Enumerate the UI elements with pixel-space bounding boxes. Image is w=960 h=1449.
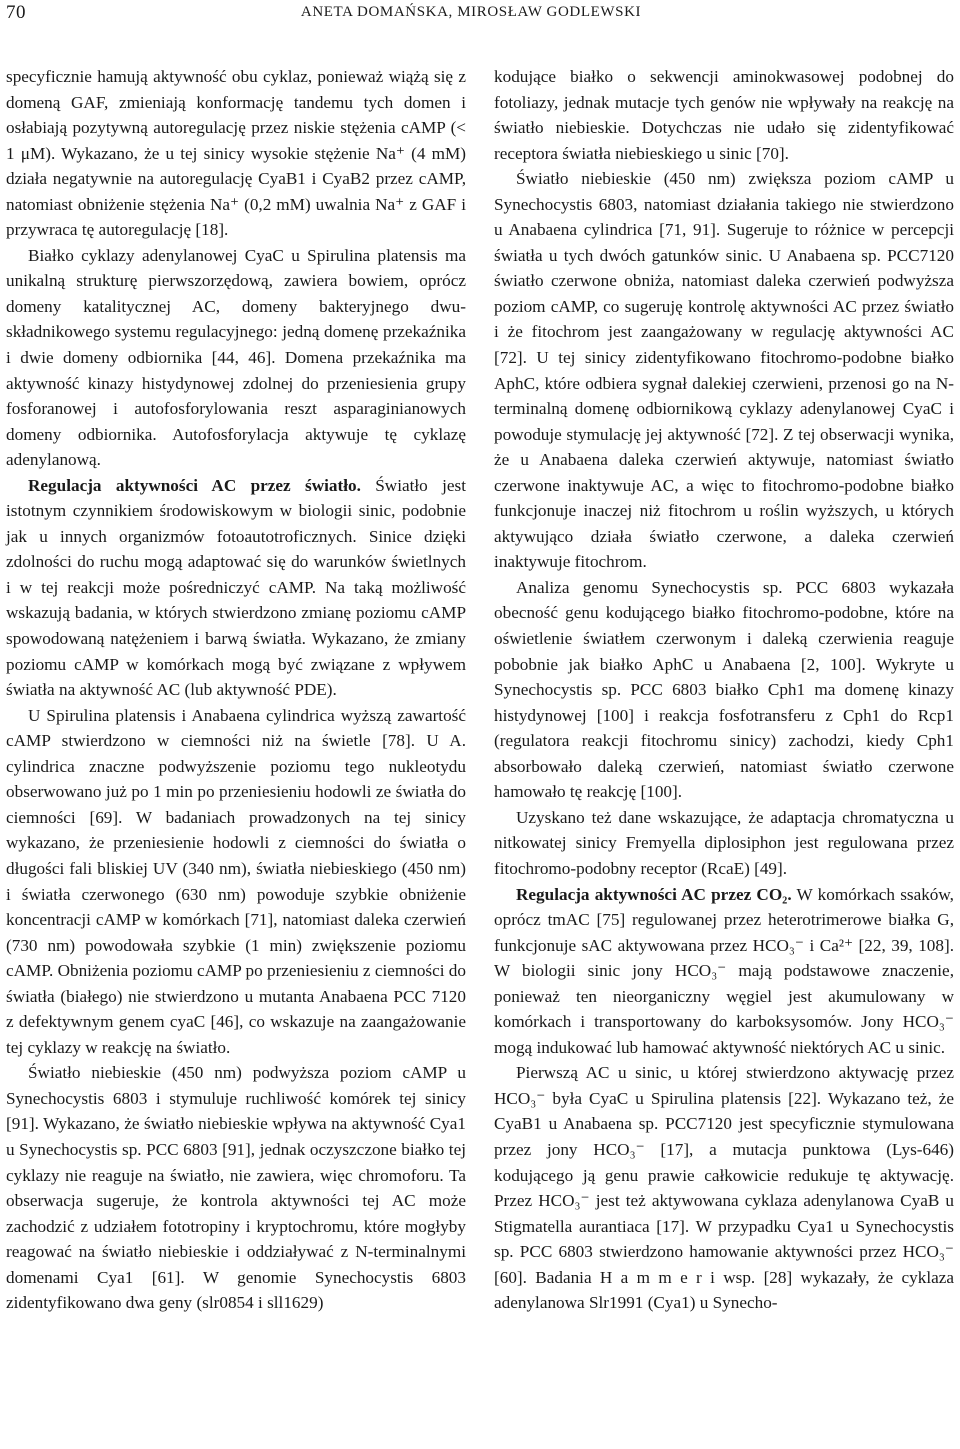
section-paragraph [494,882,954,1061]
paragraph: specyficznie hamują aktywność obu cyklaz, ponieważ wiążą się z domeną GAF, zmieniają konformację tandemu tych domen i osłabiają pozytywną autoregulację przez niskie stężenia cAMP (< 1 μM). Wykazano, że u tej sinicy wysokie stężenie Na⁺ (4 mM) działa negatywnie na autoregulację CyaB1 i CyaB2 przez cAMP, natomiast obniżenie stężenia Na⁺ (0,2 mM) uwalnia Na⁺ z GAF i przywraca tę autoregulację [18]. [6,67,466,240]
section-heading: Regulacja aktywności AC przez światło. [28,475,361,495]
section-heading: Regulacja aktywności AC przez CO₂. [516,884,792,904]
running-head: ANETA DOMAŃSKA, MIROSŁAW GODLEWSKI [300,4,642,20]
paragraph: U Spirulina platensis i Anabaena cylindrica wyższą zawartość cAMP stwierdzono w ciemności niż na świetle [78]. U A. cylindrica znaczne podwyższenie poziomu tego nukleotydu obserwowano już po 1 min po przeniesieniu hodowli ze światła do ciemności [69]. W badaniach prowadzonych na tej sinicy wykazano, że przeniesienie hodowli z ciemności do światła o długości fali bliskiej UV (340 nm), światła niebieskiego (450 nm) i światła czerwonego (630 nm) powoduje szybkie obniżenie koncentracji cAMP w komórkach [71], natomiast daleka czerwień (730 nm) powodowała szybkie (1 min) zwiększenie poziomu cAMP. Obniżenia poziomu cAMP po przeniesieniu z ciemności do światła (białego) nie stwierdzono u mutanta Anabaena PCC 7120 z defektywnym genem cyaC [46], co wskazuje na zaangażowanie tej cyklazy w reakcję na światło. [6,705,466,1057]
right-column [494,64,954,1316]
paragraph: Białko cyklazy adenylanowej CyaC u Spirulina platensis ma unikalną strukturę pierwszorzędową, zawiera bowiem, oprócz domeny katalitycznej AC, domeny bakteryjnego dwu-składnikowego systemu regulacyjnego: jedną domenę przekaźnika i dwie domeny odbiornika [44, 46]. Domena przekaźnika ma aktywność kinazy histydynowej zdolnej do przeniesienia grupy fosforanowej i autofosforylowania reszt asparaginianowych domeny odbiornika. Autofosforylacja aktywuje tę cyklazę adenylanową. [6,245,466,470]
paragraph: kodujące białko o sekwencji aminokwasowej podobnej do fotoliazy, jednak mutacje tych genów nie wpływały na reakcję na światło niebieskie. Dotychczas nie udało się zidentyfikować receptora światła niebieskiego u sinic [70]. [494,67,954,163]
page-header [6,2,936,26]
paragraph-text: Światło jest istotnym czynnikiem środowiskowym w biologii sinic, podobnie jak u innych organizmów fotoautotroficznych. Sinice dzięki zdolności do ruchu mogą adaptować się do warunków świetlnych i w tej reakcji może pośredniczyć cAMP. Na taką możliwość wskazują badania, w których stwierdzono zmianę poziomu cAMP spowodowaną natężeniem i barwą światła. Wykazano, że zmiany poziomu cAMP w komórkach mogą być związane z wpływem światła na aktywność AC (lub aktywność PDE). [6,475,466,700]
paragraph: Światło niebieskie (450 nm) podwyższa poziom cAMP u Synechocystis 6803 i stymuluje ruchliwość komórek tej sinicy [91]. Wykazano, że światło niebieskie wpływa na aktywność Cya1 u Synechocystis sp. PCC 6803 [91], jednak oczyszczone białko tej cyklazy nie reaguje na światło, nie zawiera, więc chromoforu. Ta obserwacja sugeruje, że kontrola aktywności tej AC może zachodzić z udziałem fototropiny i kryptochromu, które mogłyby reagować na światło niebieskie i oddziaływać z N-terminalnymi domenami Cya1 [61]. W genomie Synechocystis 6803 zidentyfikowano dwa geny (slr0854 i sll1629) [6,1063,466,1313]
paragraph: Analiza genomu Synechocystis sp. PCC 6803 wykazała obecność genu kodującego białko fitochromo-podobne, które na oświetlenie światłem czerwonym i daleką czerwienia reaguje pobobnie jak białko AphC u Anabaena [2, 100]. Wykryte u Synechocystis sp. PCC 6803 białko Cph1 ma domenę kinazy histydynowej [100] i reakcja fosfotransferu z Cph1 do Rcp1 (regulatora reakcji fitochromu sinicy) zachodzi, kiedy Cph1 absorbowało daleką czerwień, natomiast światło czerwone hamowało tę reakcję [100]. [494,577,954,802]
paragraph: Światło niebieskie (450 nm) zwiększa poziom cAMP u Synechocystis 6803, natomiast działania takiego nie stwierdzono u Anabaena cylindrica [71, 91]. Sugeruje to różnice w percepcji światła u tych dwóch gatunków sinic. U Anabaena sp. PCC7120 światło czerwone obniża, natomiast daleka czerwień podwyższa poziom cAMP, co sugeruję kontrolę aktywności AC przez światło i że fitochrom jest zaangażowany w regulację aktywności AC [72]. U tej sinicy zidentyfikowano fitochromo-podobne białko AphC, które odbiera sygnał dalekiej czerwieni, przenosi go na N-terminalną domenę odbiornikową cyklazy adenylanowej CyaC i powoduje stymulację jej aktywność [72]. Z tej obserwacji wynika, że u Anabaena daleka czerwień aktywuje, natomiast światło czerwone inaktywuje AC, a więc to fitochromo-podobne białko funkcjonuje inaczej niż fitochrom u roślin wyższych, u których aktywująco działa światło czerwone, a daleka czerwień inaktywuje fitochrom. [494,169,954,572]
section-paragraph [6,473,466,703]
paragraph: Uzyskano też dane wskazujące, że adaptacja chromatyczna u nitkowatej sinicy Fremyella diplosiphon jest regulowana przez fitochromo-podobny receptor (RcaE) [49]. [494,807,954,878]
paragraph-text: W komórkach ssaków, oprócz tmAC [75] regulowanej przez heterotrimerowe białka G, funkcjonuje sAC aktywowana przez HCO₃⁻ i Ca²⁺ [22, 39, 108]. W biologii sinic jony HCO₃⁻ mają podstawowe znaczenie, ponieważ ten nieorganiczny węgiel jest akumulowany w komórkach i transportowany do karboksysomów. Jony HCO₃⁻ mogą indukować lub hamować aktywność niektórych AC u sinic. [494,884,954,1057]
page-number: 70 [6,2,26,23]
paragraph: Pierwszą AC u sinic, u której stwierdzono aktywację przez HCO₃⁻ była CyaC u Spirulina platensis [22]. Wykazano też, że CyaB1 u Anabaena sp. PCC7120 jest specyficznie stymulowana przez jony HCO₃⁻ [17], a mutacja punktowa (Lys-646) kodującego ją genu prawie całkowicie redukuje tę aktywację. Przez HCO₃⁻ jest też aktywowana cyklaza adenylanowa CyaB u Stigmatella aurantiaca [17]. W przypadku Cya1 u Synechocystis sp. PCC 6803 stwierdzono hamowanie aktywności przez HCO₃⁻ [60]. Badania H a m m e r i wsp. [28] wykazały, że cyklaza adenylanowa Slr1991 (Cya1) u Synecho- [494,1063,954,1313]
left-column [6,64,466,1316]
